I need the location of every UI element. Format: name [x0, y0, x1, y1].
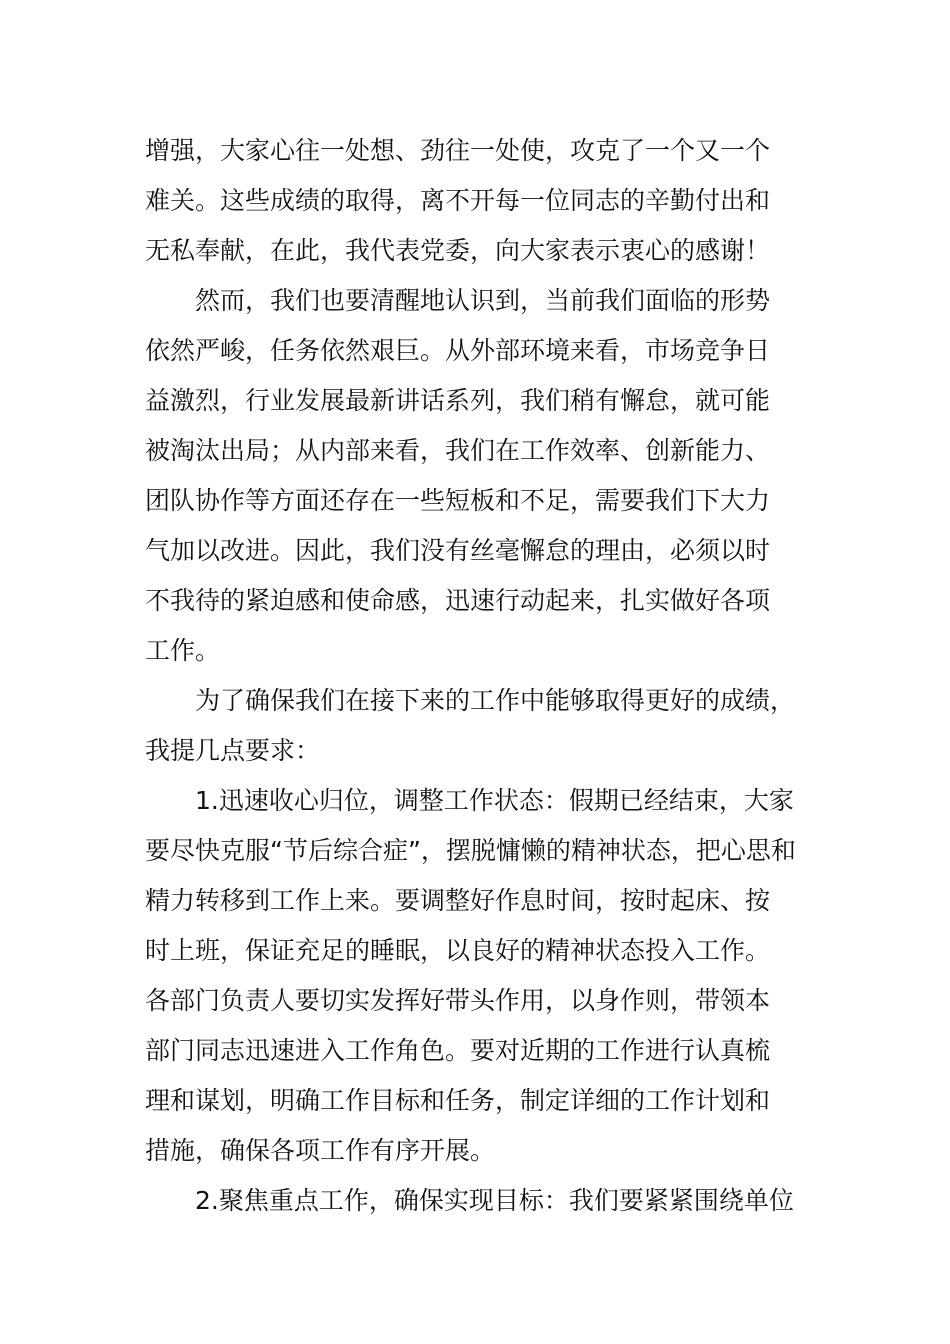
paragraph-requirements-intro: [145, 676, 810, 776]
document-body: [145, 126, 810, 1226]
text-line: 理和谋划，明确工作目标和任务，制定详细的工作计划和: [145, 1086, 771, 1115]
text-line: 然而，我们也要清醒地认识到，当前我们面临的形势: [195, 286, 771, 315]
text-line: 为了确保我们在接下来的工作中能够取得更好的成绩，: [195, 686, 796, 715]
text-line: 工作。: [145, 636, 221, 665]
text-line: 部门同志迅速进入工作角色。要对近期的工作进行认真梳: [145, 1036, 771, 1065]
text-line: 气加以改进。因此，我们没有丝毫懈怠的理由，必须以时: [145, 536, 771, 565]
text-line: 要尽快克服“节后综合症”，摆脱慵懒的精神状态，把心思和: [145, 836, 796, 865]
text-line: 措施，确保各项工作有序开展。: [145, 1136, 496, 1165]
paragraph-requirement-1: [145, 776, 810, 1176]
text-line: 时上班，保证充足的睡眠，以良好的精神状态投入工作。: [145, 936, 771, 965]
text-line: 精力转移到工作上来。要调整好作息时间，按时起床、按: [145, 886, 771, 915]
paragraph-requirement-2: [145, 1176, 810, 1226]
text-line: 团队协作等方面还存在一些短板和不足，需要我们下大力: [145, 486, 771, 515]
text-line: 不我待的紧迫感和使命感，迅速行动起来，扎实做好各项: [145, 586, 771, 615]
text-line: 增强，大家心往一处想、劲往一处使，攻克了一个又一个: [145, 136, 771, 165]
text-line: 无私奉献，在此，我代表党委，向大家表示衷心的感谢！: [145, 236, 771, 265]
text-line: 我提几点要求：: [145, 736, 321, 765]
text-line: 各部门负责人要切实发挥好带头作用，以身作则，带领本: [145, 986, 771, 1015]
text-line: 被淘汰出局；从内部来看，我们在工作效率、创新能力、: [145, 436, 771, 465]
text-line: 难关。这些成绩的取得，离不开每一位同志的辛勤付出和: [145, 186, 771, 215]
paragraph-situation: [145, 276, 810, 676]
paragraph-gratitude: [145, 126, 810, 276]
text-line: 1.迅速收心归位，调整工作状态：假期已经结束，大家: [195, 786, 794, 815]
text-line: 益激烈，行业发展最新讲话系列，我们稍有懈怠，就可能: [145, 386, 771, 415]
text-line: 依然严峻，任务依然艰巨。从外部环境来看，市场竞争日: [145, 336, 771, 365]
text-line: 2.聚焦重点工作，确保实现目标：我们要紧紧围绕单位: [195, 1186, 794, 1215]
